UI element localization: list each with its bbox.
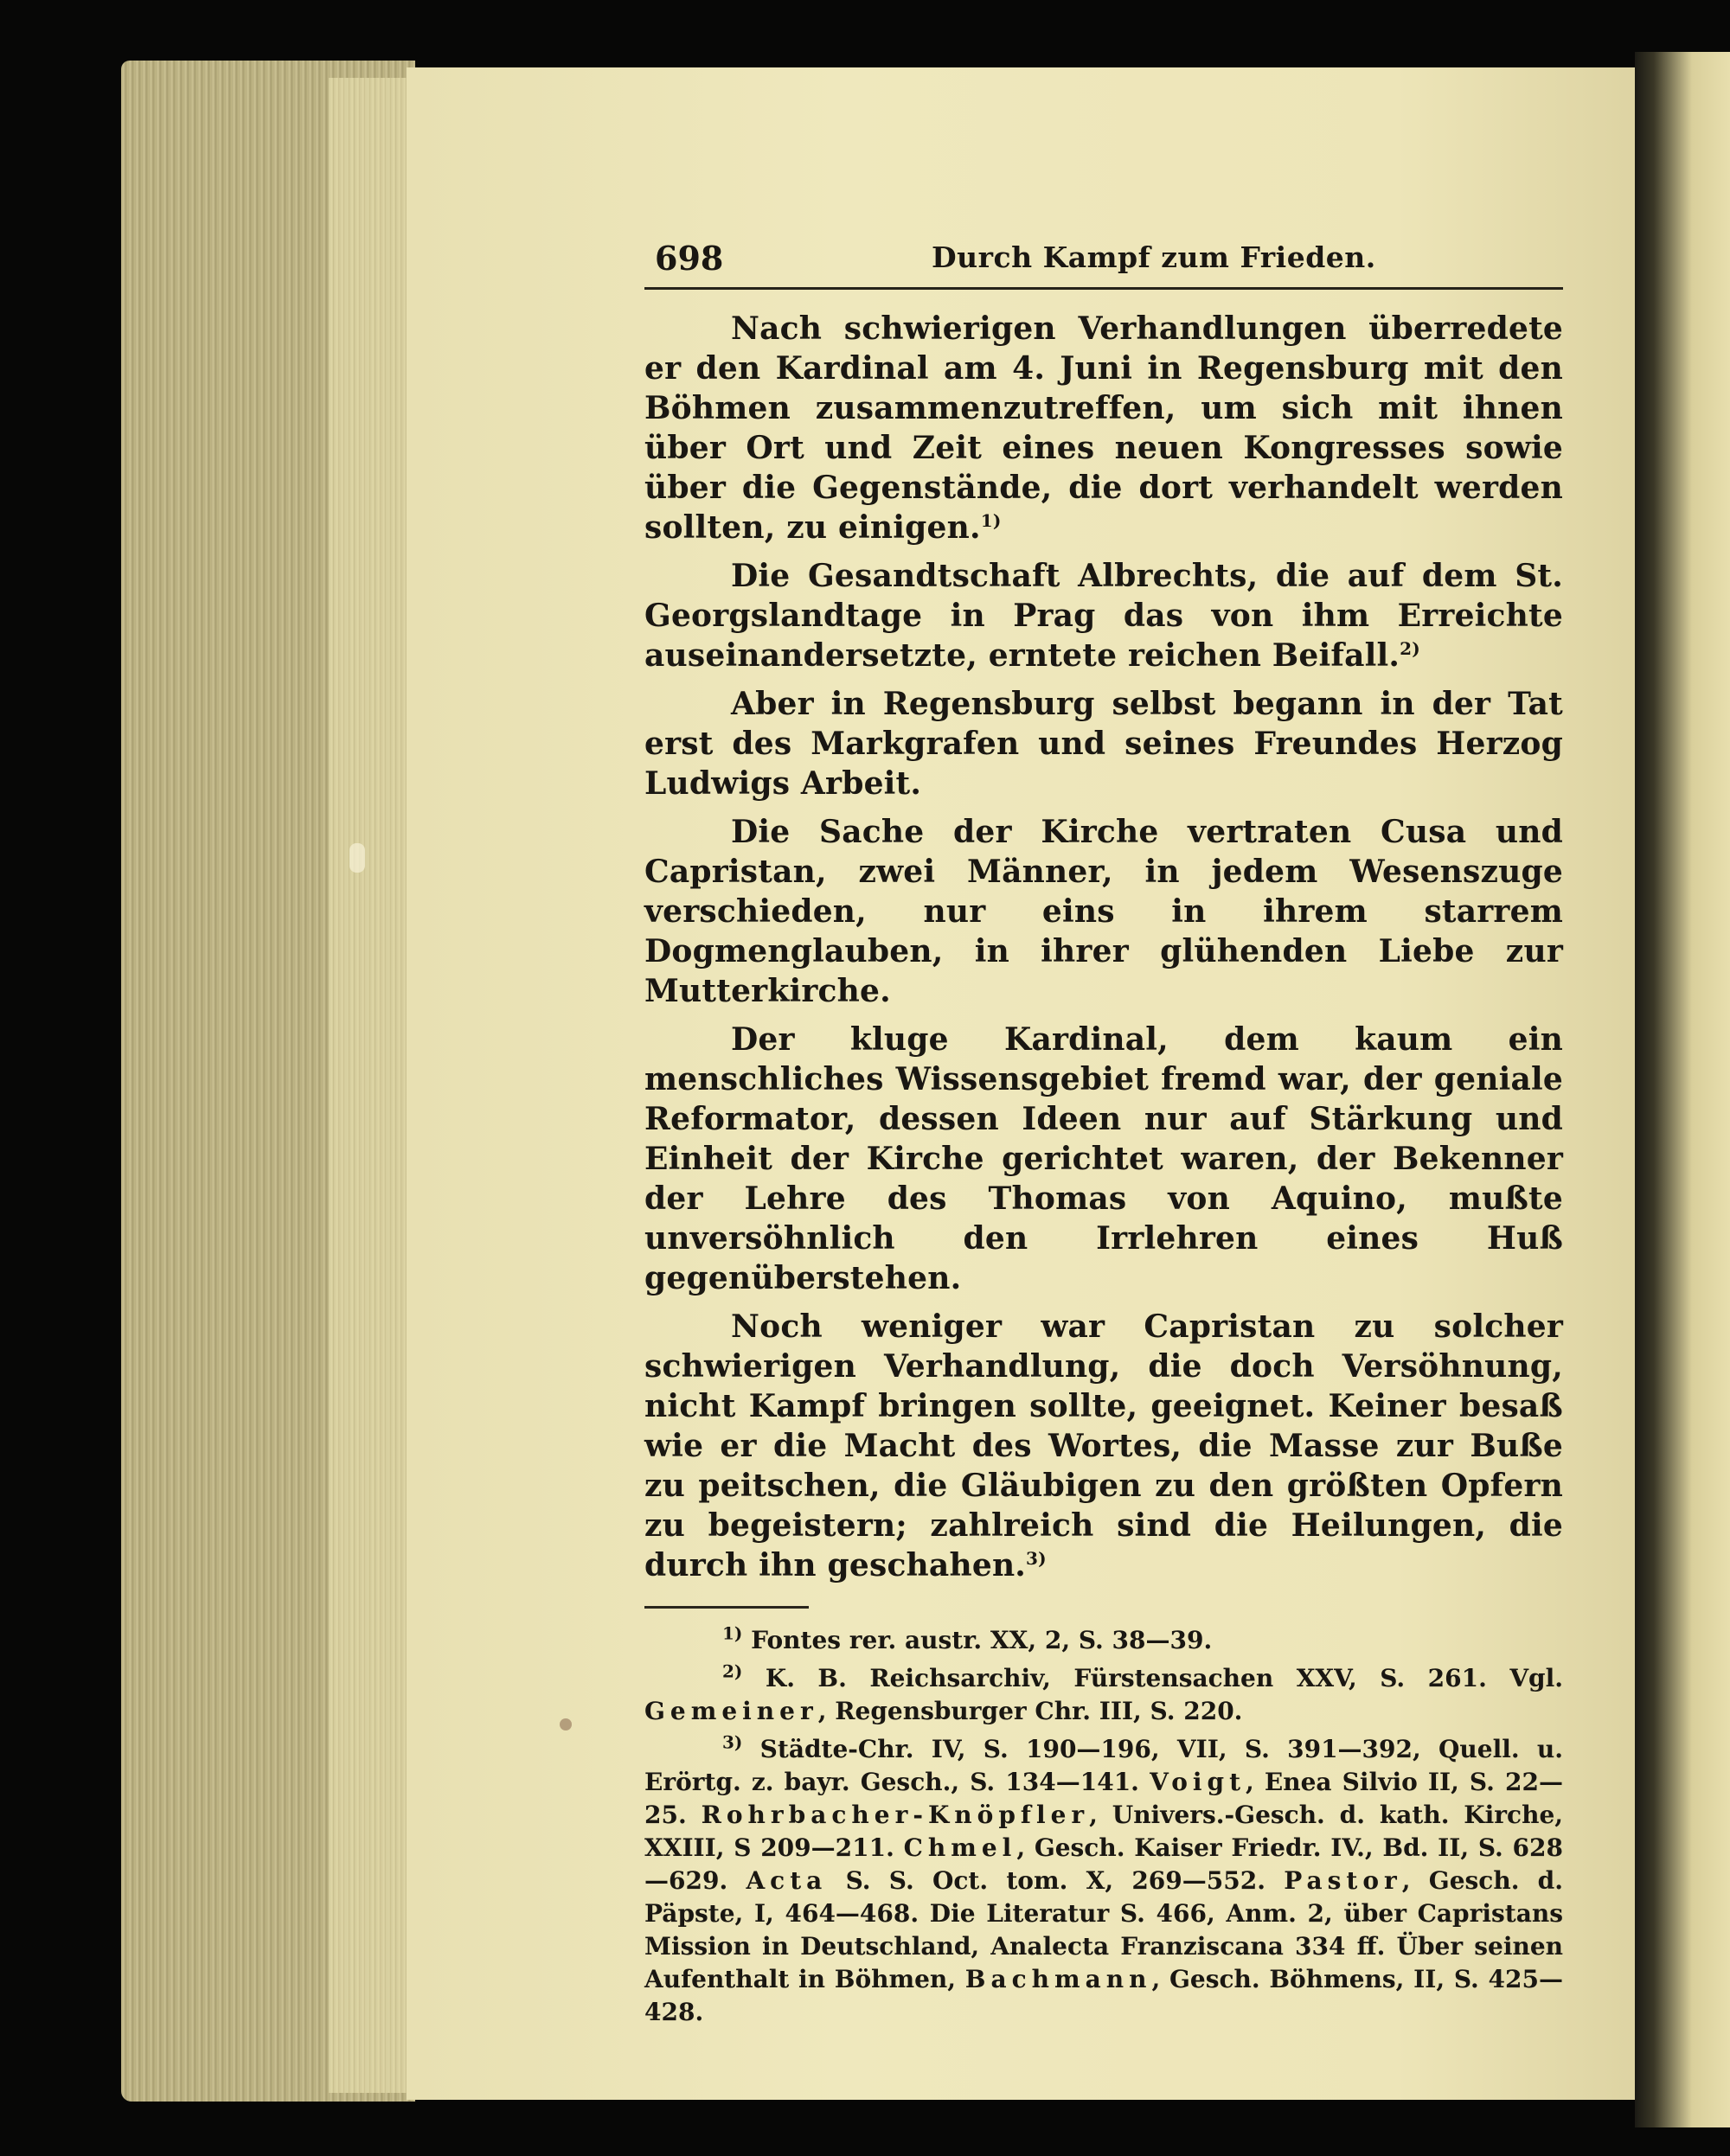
paragraph: Nach schwierigen Verhandlungen überredete er den Kardinal am 4. Juni in Regensburg mit den Böhmen zusammenzutreffen, um sich mit ihnen über Ort und Zeit eines neuen Kongresses sowie über die Gegenstände, die dort verhandelt werden sollten, zu einigen.$^{1)}$	[644, 310, 1563, 546]
footnote-ref: 1)	[980, 510, 1002, 531]
footnotes	[644, 1624, 1563, 2029]
author-name: Gemeiner	[644, 1697, 818, 1725]
facing-page-edge	[1635, 52, 1730, 2127]
author-name: Rohrbacher-Knöpfler	[701, 1801, 1090, 1829]
author-name: Pastor	[1284, 1866, 1402, 1895]
author-name: Bachmann	[964, 1965, 1152, 1993]
running-head	[644, 234, 1563, 290]
footnote-divider	[644, 1606, 809, 1609]
page-fore-edge	[329, 78, 407, 2093]
author-name: Voigt	[1150, 1768, 1246, 1796]
footnote: $^{2)}$ K. B. Reichsarchiv, Fürstensachen XXV, S. 261. Vgl. Gemeiner, Regensburger Chr. III, S. 220.	[644, 1660, 1564, 1725]
body-text	[644, 309, 1563, 1585]
footnote: $^{1)}$ Fontes rer. austr. XX, 2, S. 38—39.	[722, 1622, 1213, 1654]
footnote: $^{3)}$ Städte-Chr. IV, S. 190—196, VII, S. 391—392, Quell. u. Erörtg. z. bayr. Gesch., S. 134—141. Voigt, Enea Silvio II, S. 22—25. Rohrbacher-Knöpfler, Univers.-Gesch. d. kath. Kirche, XXIII, S 209—211. Chmel, Gesch. Kaiser Friedr. IV., Bd. II, S. 628—629. Acta S. S. Oct. tom. X, 269—552. Pastor, Gesch. d. Päpste, I, 464—468. Die Literatur S. 466, Anm. 2, über Capristans Mission in Deutschland, Analecta Franziscana 334 ff. Über seinen Aufenthalt in Böhmen, Bachmann, Gesch. Böhmens, II, S. 425—428.	[644, 1731, 1564, 2026]
paragraph: Aber in Regensburg selbst begann in der Tat erst des Markgrafen und seines Freundes Herzog Ludwigs Arbeit.	[644, 686, 1563, 802]
paragraph: Der kluge Kardinal, dem kaum ein menschliches Wissensgebiet fremd war, der geniale Reformator, dessen Ideen nur auf Stärkung und Einheit der Kirche gerichtet waren, der Bekenner der Lehre des Thomas von Aquino, mußte unversöhnlich den Irrlehren eines Huß gegenüberstehen.	[644, 1021, 1563, 1296]
paragraph: Die Sache der Kirche vertraten Cusa und Capristan, zwei Männer, in jedem Wesenszuge verschieden, nur eins in ihrem starrem Dogmenglauben, in ihrer glühenden Liebe zur Mutterkirche.	[644, 814, 1563, 1009]
page-number: 698	[655, 239, 724, 278]
paper-stain	[560, 1718, 572, 1731]
footnote-ref: 3)	[1026, 1548, 1047, 1569]
paragraph: Die Gesandtschaft Albrechts, die auf dem St. Georgslandtage in Prag das von ihm Erreichte auseinandersetzte, erntete reichen Beifall.$^{2)}$	[644, 558, 1563, 674]
running-title: Durch Kampf zum Frieden.	[932, 240, 1376, 274]
author-name: Chmel	[903, 1833, 1017, 1862]
author-name: Acta	[746, 1866, 828, 1895]
bookmark-clasp	[349, 843, 365, 873]
paragraph: Noch weniger war Capristan zu solcher schwierigen Verhandlung, die doch Versöhnung, nicht Kampf bringen sollte, geeignet. Keiner besaß wie er die Macht des Wortes, die Masse zur Buße zu peitschen, die Gläubigen zu den größten Opfern zu begeistern; zahlreich sind die Heilungen, die durch ihn geschahen.$^{3)}$	[644, 1308, 1563, 1583]
page-text-block	[644, 234, 1563, 2034]
footnote-ref: 2)	[1400, 638, 1420, 659]
